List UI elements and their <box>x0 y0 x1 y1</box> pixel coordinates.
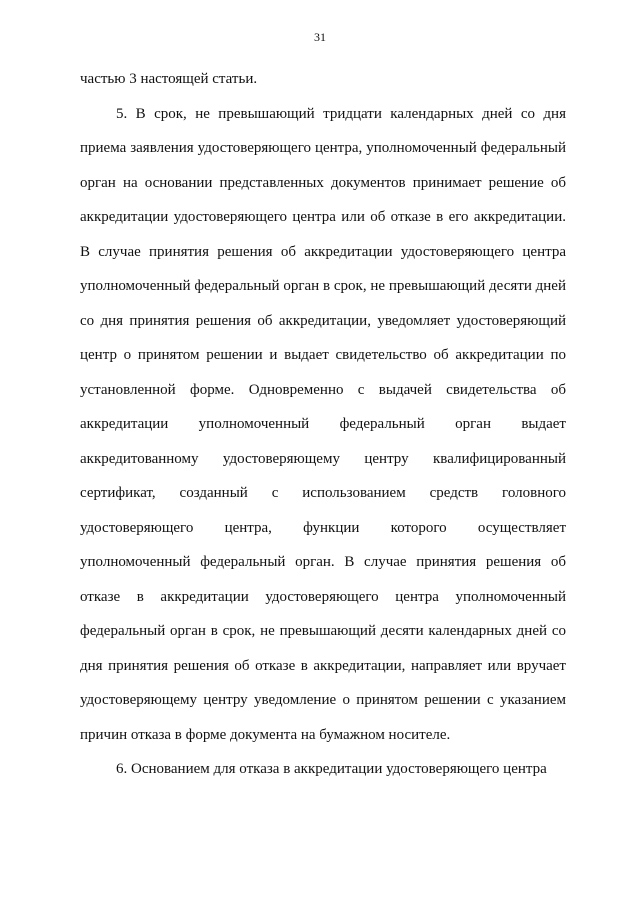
document-body <box>80 62 566 787</box>
paragraph-item-6: 6. Основанием для отказа в аккредитации удостоверяющего центра <box>116 761 547 777</box>
paragraph-item-5: 5. В срок, не превышающий тридцати календарных дней со дня приема заявления удостоверяющего центра, уполномоченный федеральный орган на основании представленных документов принимает решение об аккредитации удостоверяющего центра или об отказе в его аккредитации. В случае принятия решения об аккредитации удостоверяющего центра уполномоченный федеральный орган в срок, не превышающий десяти дней со дня принятия решения об аккредитации, уведомляет удостоверяющий центр о принятом решении и выдает свидетельство об аккредитации по установленной форме. Одновременно с выдачей свидетельства об аккредитации уполномоченный федеральный орган выдает аккредитованному удостоверяющему центру квалифицированный сертификат, созданный с использованием средств головного удостоверяющего центра, функции которого осуществляет уполномоченный федеральный орган. В случае принятия решения об отказе в аккредитации удостоверяющего центра уполномоченный федеральный орган в срок, не превышающий десяти календарных дней со дня принятия решения об отказе в аккредитации, направляет или вручает удостоверяющему центру уведомление о принятом решении с указанием причин отказа в форме документа на бумажном носителе. <box>80 105 566 743</box>
page-number: 31 <box>314 30 326 44</box>
paragraph-continuation: частью 3 настоящей статьи. <box>80 71 258 87</box>
